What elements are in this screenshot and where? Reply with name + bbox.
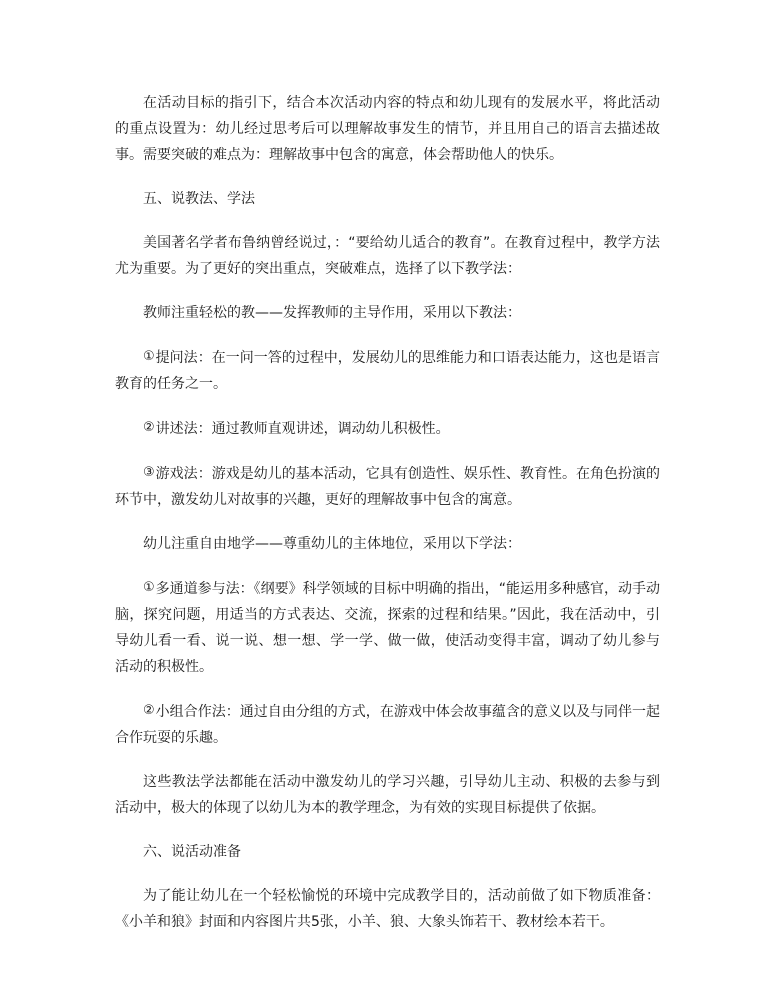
learning-method-1 (115, 575, 660, 680)
paragraph-teaching-methods-intro: 教师注重轻松的教——发挥教师的主导作用，采用以下教法： (143, 305, 521, 321)
teaching-method-3-text: 游戏法：游戏是幼儿的基本活动，它具有创造性、娱乐性、教育性。在角色扮演的环节中，激发幼儿对故事的兴趣，更好的理解故事中包含的寓意。 (115, 466, 660, 508)
circled-number-3: ③ (143, 465, 155, 480)
learning-method-1-text: 多通道参与法：《纲要》科学领域的目标中明确的指出，“能运用多种感官，动手动脑，探究问题，用适当的方式表达、交流，探索的过程和结果。”因此，我在活动中，引导幼儿看一看、说一说、想一想、学一学、做一做，使活动变得丰富，调动了幼儿参与活动的积极性。 (115, 581, 660, 675)
learning-method-2-text: 小组合作法：通过自由分组的方式，在游戏中体会故事蕴含的意义以及与同伴一起合作玩耍的乐趣。 (115, 704, 660, 746)
paragraph-learning-methods-intro: 幼儿注重自由地学——尊重幼儿的主体地位，采用以下学法： (143, 536, 521, 552)
paragraph-preparation: 为了能让幼儿在一个轻松愉悦的环境中完成教学目的，活动前做了如下物质准备：《小羊和狼》封面和内容图片共5张，小羊、狼、大象头饰若干、教材绘本若干。 (115, 888, 660, 930)
section-heading-methods: 五、说教法、学法 (143, 191, 255, 207)
paragraph-methods-summary: 这些教法学法都能在活动中激发幼儿的学习兴趣，引导幼儿主动、积极的去参与到活动中，极大的体现了以幼儿为本的教学理念，为有效的实现目标提供了依据。 (115, 774, 660, 816)
circled-number-1: ① (143, 349, 155, 364)
section-heading-preparation: 六、说活动准备 (143, 844, 241, 860)
teaching-method-3 (115, 460, 660, 513)
teaching-method-2 (115, 415, 660, 442)
document-body (115, 90, 660, 935)
learning-method-2 (115, 698, 660, 751)
teaching-method-1 (115, 344, 660, 397)
paragraph-key-points: 在活动目标的指引下，结合本次活动内容的特点和幼儿现有的发展水平，将此活动的重点设置为：幼儿经过思考后可以理解故事发生的情节，并且用自己的语言去描述故事。需要突破的难点为：理解故事中包含的寓意，体会帮助他人的快乐。 (115, 95, 660, 163)
teaching-method-2-text: 讲述法：通过教师直观讲述，调动幼儿积极性。 (155, 421, 450, 437)
circled-number-1: ① (143, 580, 155, 595)
teaching-method-1-text: 提问法：在一问一答的过程中，发展幼儿的思维能力和口语表达能力，这也是语言教育的任务之一。 (115, 350, 660, 392)
circled-number-2: ② (143, 703, 155, 718)
circled-number-2: ② (143, 420, 155, 435)
paragraph-bruner-quote: 美国著名学者布鲁纳曾经说过，：“要给幼儿适合的教育”。在教育过程中，教学方法尤为重要。为了更好的突出重点，突破难点，选择了以下教学法： (115, 235, 660, 277)
